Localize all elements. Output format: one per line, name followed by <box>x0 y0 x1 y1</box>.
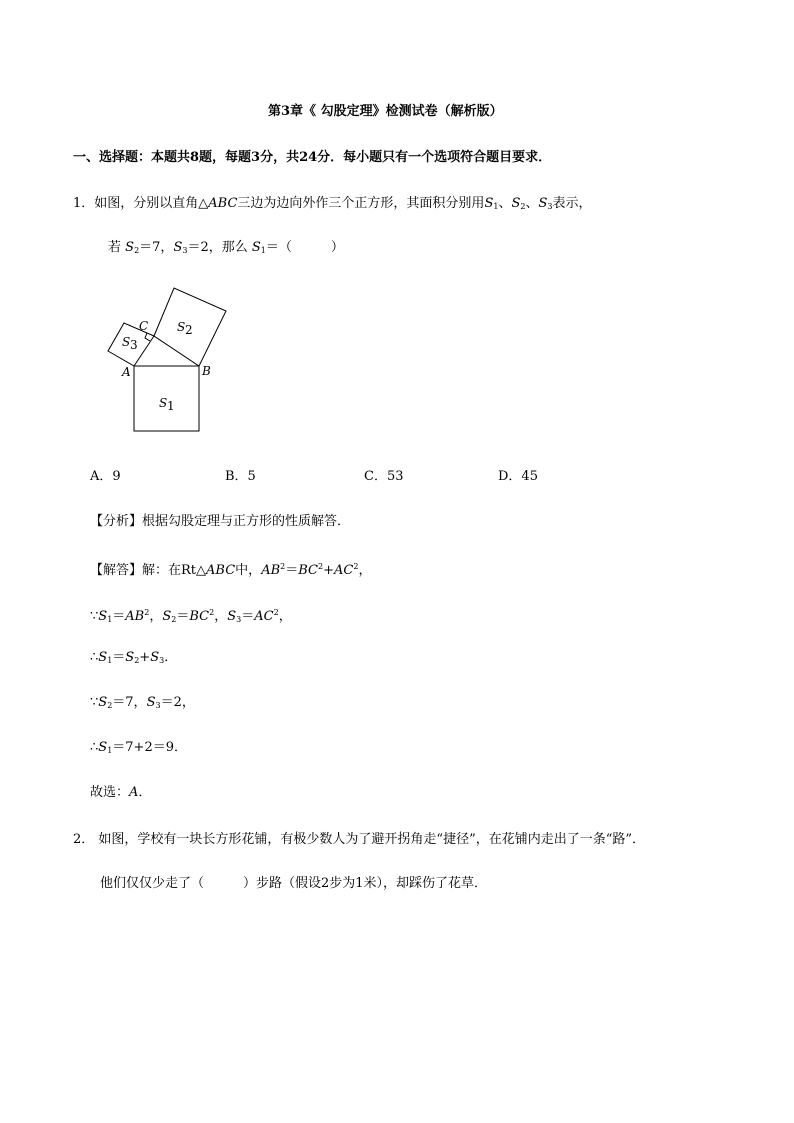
label-s1: S <box>159 396 168 410</box>
section-heading: 一、选择题：本题共8题，每题3分，共24分．每小题只有一个选项符合题目要求． <box>73 150 552 165</box>
label-c: C <box>139 319 149 333</box>
solution-line-4: $\because S_2=7$，$S_3=2$， <box>90 695 195 710</box>
analysis-text: 【分析】根据勾股定理与正方形的性质解答． <box>90 514 351 529</box>
label-b: B <box>202 364 211 378</box>
solution-line-2: $\because S_1=AB^2$，$S_2=BC^2$，$S_3=AC^2$， <box>90 608 292 624</box>
question-1-stem: 1．如图，分别以直角△ABC三边为边向外作三个正方形，其面积分别用$S_1$、$S_2$、$S_3$表示， <box>73 196 592 211</box>
question-1-condition: 若 $S_2=7$，$S_3=2$，那么 $S_1=$（ ） <box>108 240 344 255</box>
page-title: 第3章《 勾股定理》检测试卷（解析版） <box>268 104 503 119</box>
question-2-line-2: 他们仅仅少走了（ ）步路（假设2步为1米），却踩伤了花草． <box>100 876 488 891</box>
question-2-stem: 2． 如图，学校有一块长方形花铺，有极少数人为了避开拐角走“捷径”，在花铺内走出了一条“路”． <box>73 832 646 847</box>
label-a: A <box>122 365 131 379</box>
solution-line-1: 【解答】解：在Rt△ABC中，$AB^2=BC^2+AC^2$， <box>90 562 372 578</box>
option-b[interactable]: B．5 <box>225 469 256 484</box>
label-s3: S <box>122 335 131 349</box>
label-s1-sub: 1 <box>167 399 175 413</box>
answer-line: 故选：A． <box>90 785 152 800</box>
solution-line-5: $\therefore S_1=7+2=9$． <box>90 740 187 755</box>
option-a[interactable]: A．9 <box>90 469 121 484</box>
label-s2: S <box>177 320 186 334</box>
pythagoras-squares-figure <box>100 283 240 438</box>
option-c[interactable]: C．53 <box>364 469 404 484</box>
label-s2-sub: 2 <box>185 323 193 337</box>
solution-line-3: $\therefore S_1=S_2+S_3$． <box>90 650 178 665</box>
label-s3-sub: 3 <box>130 338 138 352</box>
option-d[interactable]: D．45 <box>498 469 538 484</box>
